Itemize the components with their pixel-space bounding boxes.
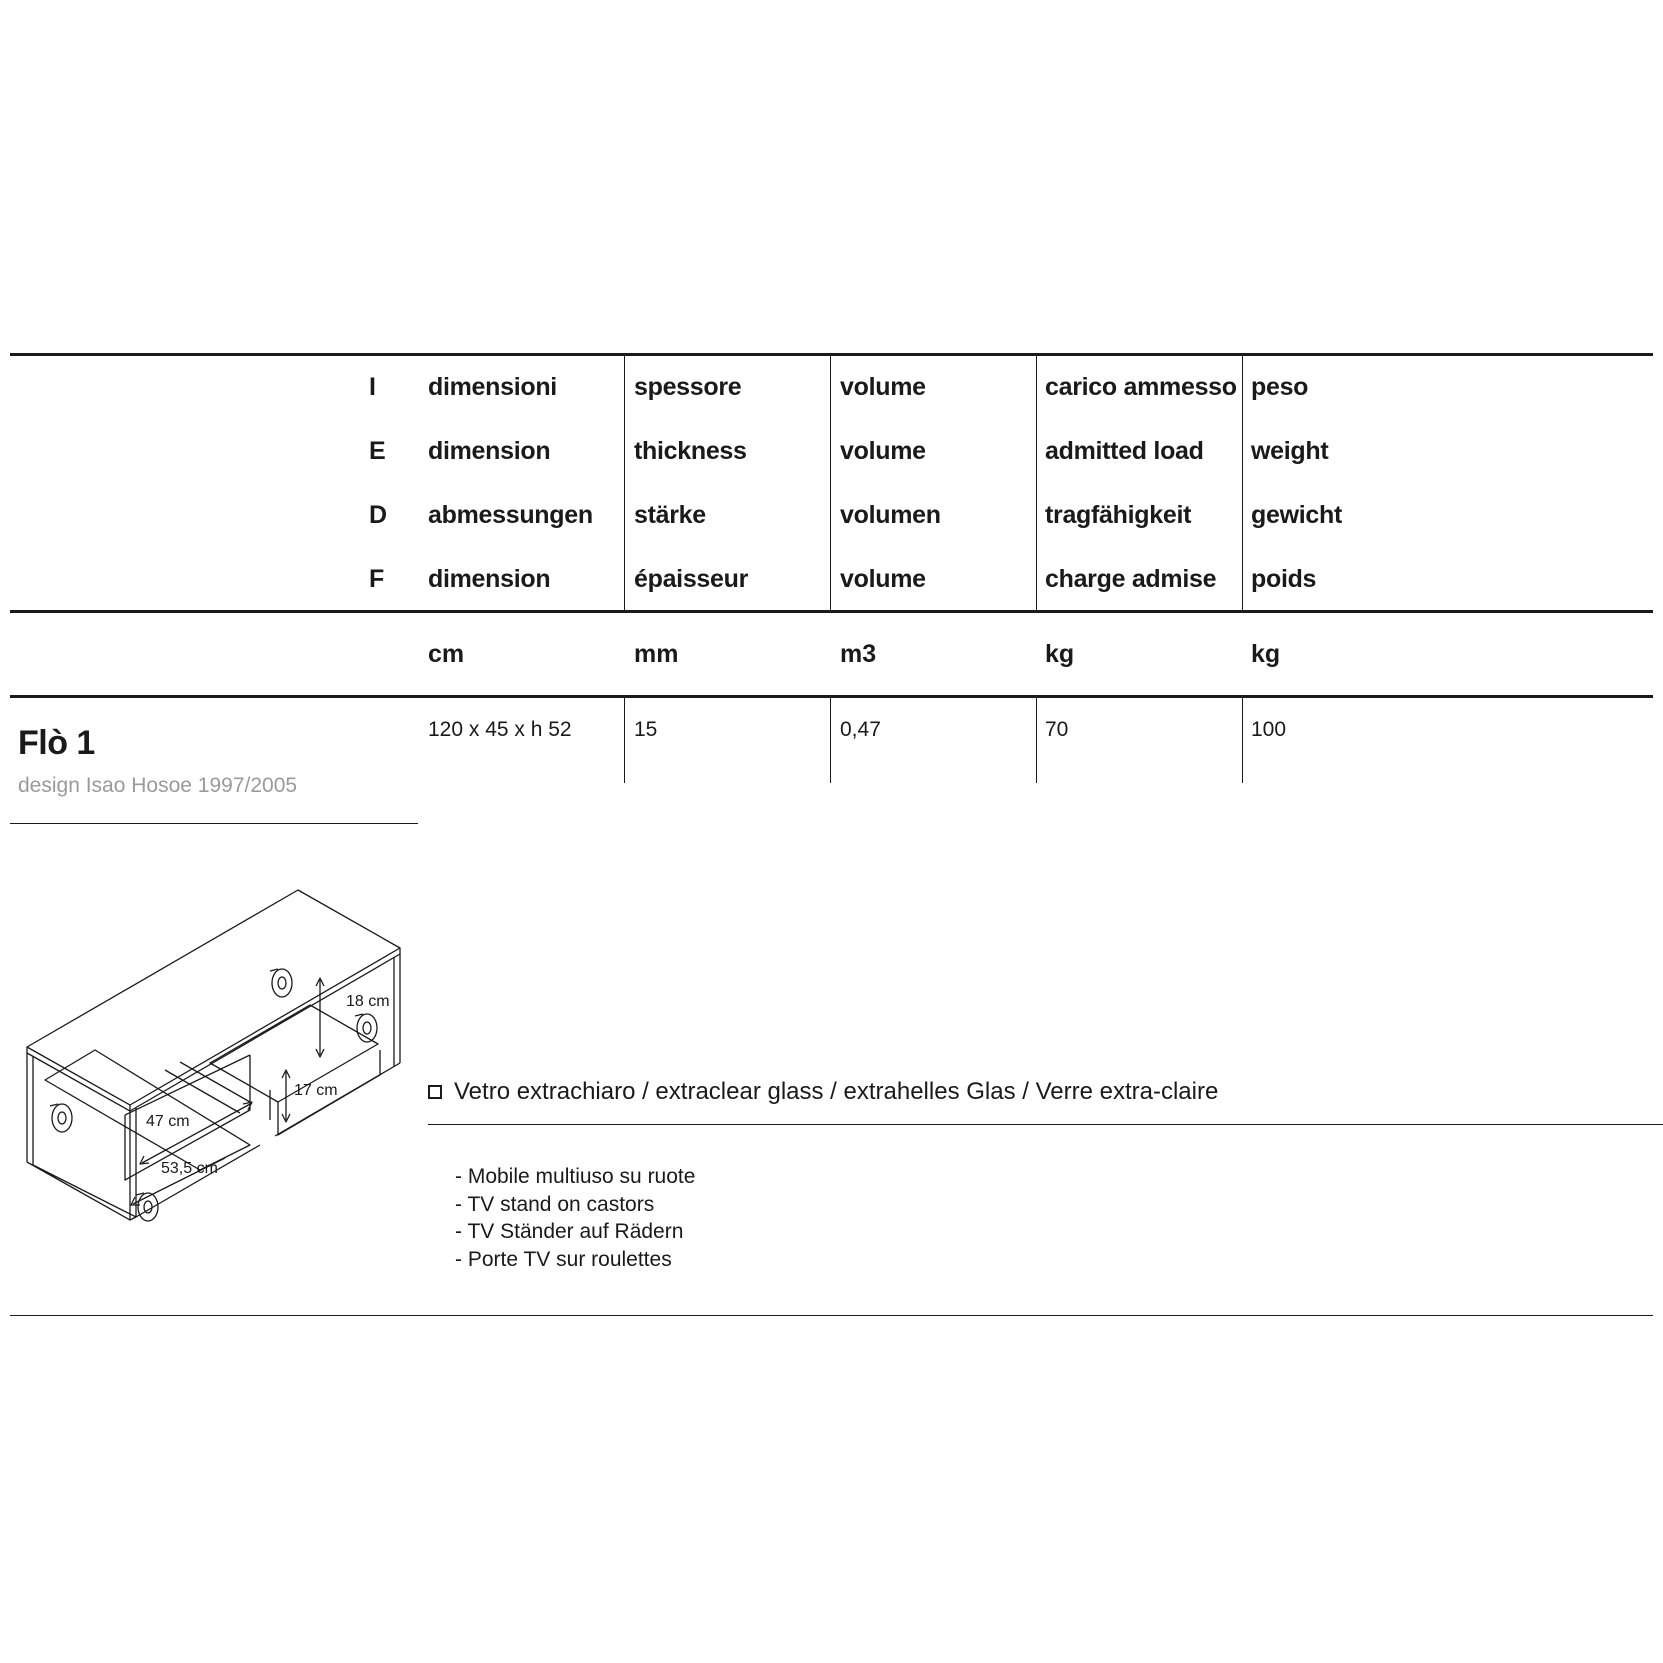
product-drawing — [20, 880, 410, 1250]
header-load-fr: charge admise — [1045, 565, 1217, 593]
unit-load: kg — [1045, 640, 1075, 668]
column-divider — [1242, 356, 1243, 610]
dimension-label-width: 53,5 cm — [161, 1160, 218, 1177]
top-rule — [10, 353, 1653, 356]
dimension-label-depth: 47 cm — [146, 1113, 190, 1130]
header-weight-en: weight — [1251, 437, 1329, 465]
language-code-italian: I — [369, 373, 376, 401]
value-thickness: 15 — [634, 718, 658, 741]
description-item-fr: - Porte TV sur roulettes — [455, 1247, 672, 1271]
header-rule — [10, 610, 1653, 613]
glass-option — [428, 1078, 1218, 1106]
glass-option-label: Vetro extrachiaro / extraclear glass / extrahelles Glas / Verre extra-claire — [454, 1078, 1219, 1105]
castor-back-left — [270, 969, 292, 997]
unit-thickness: mm — [634, 640, 679, 668]
description-item-de: - TV Ständer auf Rädern — [455, 1220, 684, 1243]
value-load: 70 — [1045, 718, 1069, 741]
header-dimensions-de: abmessungen — [428, 501, 593, 529]
header-thickness-fr: épaisseur — [634, 565, 749, 593]
header-thickness-de: stärke — [634, 501, 706, 529]
column-divider — [624, 356, 625, 610]
bottom-rule — [10, 1315, 1653, 1316]
header-thickness-en: thickness — [634, 437, 747, 465]
column-divider — [1242, 698, 1243, 783]
header-dimensions-en: dimension — [428, 437, 551, 465]
header-dimensions-fr: dimension — [428, 565, 551, 593]
product-designer: design Isao Hosoe 1997/2005 — [18, 774, 298, 797]
product-title: Flò 1 — [18, 724, 95, 762]
title-rule — [10, 823, 418, 824]
description-item-en: - TV stand on castors — [455, 1192, 655, 1216]
value-weight: 100 — [1251, 718, 1287, 741]
unit-dimensions: cm — [428, 640, 465, 668]
description-list — [455, 1163, 695, 1273]
language-code-french: F — [369, 565, 385, 593]
header-weight-it: peso — [1251, 373, 1309, 401]
column-divider — [624, 698, 625, 783]
checkbox-icon — [428, 1085, 442, 1099]
dimension-label-lower-compartment: 17 cm — [294, 1082, 338, 1099]
header-volume-de: volumen — [840, 501, 941, 529]
header-load-de: tragfähigkeit — [1045, 501, 1192, 529]
header-thickness-it: spessore — [634, 373, 742, 401]
column-divider — [830, 698, 831, 783]
value-dimensions: 120 x 45 x h 52 — [428, 718, 572, 741]
header-volume-fr: volume — [840, 565, 926, 593]
description-item-it: - Mobile multiuso su ruote — [455, 1165, 696, 1188]
header-weight-de: gewicht — [1251, 501, 1342, 529]
glass-rule — [428, 1124, 1663, 1125]
column-divider — [830, 356, 831, 610]
header-dimensions-it: dimensioni — [428, 373, 557, 401]
column-divider — [1036, 356, 1037, 610]
language-code-german: D — [369, 501, 388, 529]
castor-front-left — [50, 1104, 72, 1132]
value-volume: 0,47 — [840, 718, 881, 741]
header-load-en: admitted load — [1045, 437, 1204, 465]
header-volume-it: volume — [840, 373, 926, 401]
unit-weight: kg — [1251, 640, 1281, 668]
header-load-it: carico ammesso — [1045, 373, 1237, 401]
column-divider — [1036, 698, 1037, 783]
language-code-english: E — [369, 437, 386, 465]
unit-rule — [10, 695, 1653, 698]
dimension-label-upper-shelf: 18 cm — [346, 993, 390, 1010]
header-volume-en: volume — [840, 437, 926, 465]
unit-volume: m3 — [840, 640, 877, 668]
header-weight-fr: poids — [1251, 565, 1317, 593]
